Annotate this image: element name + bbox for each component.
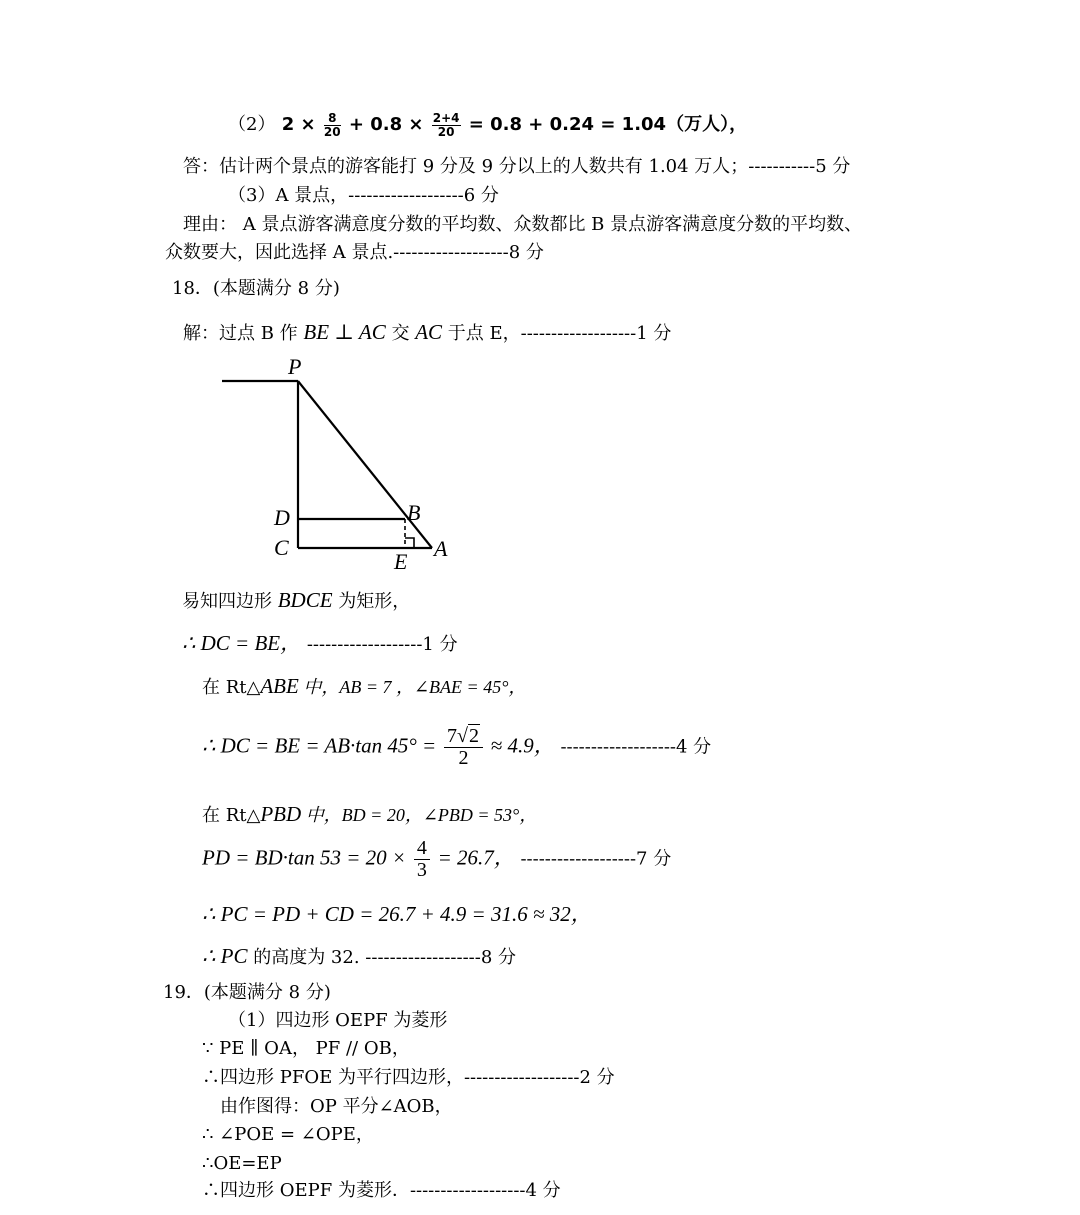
rt2-pre: 在 Rt△ xyxy=(202,805,261,826)
part3-line: （3）A 景点，-------------------6 分 xyxy=(228,185,499,206)
q19-line-6: ∴四边形 OEPF 为菱形．-------------------4 分 xyxy=(202,1180,561,1201)
rect-pre: 易知四边形 xyxy=(182,591,278,612)
calc1-score: -------------------4 分 xyxy=(560,736,712,758)
q19-line-5: ∴OE=EP xyxy=(202,1153,282,1174)
sol-post: 于点 E，-------------------1 分 xyxy=(442,323,672,344)
frac-num: 4 xyxy=(414,838,430,860)
calc2-line xyxy=(202,838,671,881)
sum-line: ∴ PC = PD + CD = 26.7 + 4.9 = 31.6 ≈ 32， xyxy=(202,902,592,926)
q19-header: 19．(本题满分 8 分) xyxy=(163,982,331,1003)
calc1-post: ≈ 4.9， xyxy=(490,733,555,758)
sol-math-2: AC xyxy=(415,320,443,344)
q19-line-4: ∴ ∠POE = ∠OPE， xyxy=(202,1124,374,1145)
rt1-pre: 在 Rt△ xyxy=(202,677,261,698)
right-angle-mark xyxy=(405,538,414,548)
label-P: P xyxy=(288,354,302,379)
part2-line xyxy=(228,112,747,138)
q19-part1: （1）四边形 OEPF 为菱形 xyxy=(228,1010,448,1031)
dc-eq: ∴ DC = BE， xyxy=(182,631,302,655)
fraction-7root2-over-2 xyxy=(444,726,483,769)
rect-post: 为矩形， xyxy=(332,591,411,612)
q18-solution-line xyxy=(183,320,671,345)
rt2-post: 中，BD = 20，∠PBD = 53°， xyxy=(301,805,538,825)
calc1-pre: ∴ DC = BE = AB·tan 45° = xyxy=(202,733,437,758)
q19-line-3: 由作图得：OP 平分∠AOB， xyxy=(220,1096,453,1117)
num-coef: 7 xyxy=(446,725,457,747)
part2-tail: = 0.8 + 0.24 = 1.04（万人）， xyxy=(468,114,748,136)
q18-header: 18．(本题满分 8 分) xyxy=(172,278,340,299)
height-pre: ∴ xyxy=(202,944,221,968)
frac-den: 20 xyxy=(437,124,455,139)
label-A: A xyxy=(434,536,448,561)
height-line xyxy=(202,944,516,969)
dc-line xyxy=(182,631,458,656)
label-E: E xyxy=(394,549,408,574)
frac-num: 2+4 xyxy=(432,111,460,125)
reason-line-2: 众数要大，因此选择 A 景点.-------------------8 分 xyxy=(165,242,544,263)
rt2-line xyxy=(202,802,537,827)
part2-label: （2） xyxy=(228,114,276,136)
rt1-tri: ABE xyxy=(260,674,299,698)
sol-math-1: BE ⊥ AC xyxy=(303,320,386,344)
calc2-score: -------------------7 分 xyxy=(520,848,672,870)
answer-line: 答：估计两个景点的游客能打 9 分及 9 分以上的人数共有 1.04 万人；-----------5 分 xyxy=(183,156,851,177)
label-D: D xyxy=(274,505,290,530)
part2-mid: + 0.8 × xyxy=(348,114,424,136)
frac-num: 8 xyxy=(324,112,341,126)
height-post: 的高度为 32. xyxy=(247,947,360,968)
frac-den: 3 xyxy=(416,859,427,881)
dc-score: -------------------1 分 xyxy=(306,634,458,655)
rt1-post: 中，AB = 7 ，∠BAE = 45°， xyxy=(298,677,527,697)
fraction-6-20 xyxy=(432,112,461,138)
rt1-line xyxy=(202,674,526,699)
reason-line-1: 理由： A 景点游客满意度分数的平均数、众数都比 B 景点游客满意度分数的平均数、 xyxy=(183,214,863,235)
sol-mid: 交 xyxy=(385,323,416,344)
rect-math: BDCE xyxy=(277,588,333,612)
geometry-figure xyxy=(210,350,460,580)
part2-lead: 2 × xyxy=(281,114,316,136)
label-B: B xyxy=(407,500,421,525)
fraction-4-3 xyxy=(414,838,430,881)
frac-den: 2 xyxy=(458,747,469,769)
calc2-post: = 26.7， xyxy=(437,845,515,870)
calc2-pre: PD = BD·tan 53 = 20 × xyxy=(202,845,407,870)
rect-line xyxy=(182,588,410,613)
height-score: -------------------8 分 xyxy=(365,947,517,968)
height-math: PC xyxy=(220,944,248,968)
frac-num: 7√2 xyxy=(444,726,483,748)
fraction-8-20 xyxy=(324,112,341,138)
q19-line-1: ∵ PE ∥ OA， PF // OB， xyxy=(202,1038,410,1059)
q19-line-2: ∴四边形 PFOE 为平行四边形，-------------------2 分 xyxy=(202,1067,615,1088)
label-C: C xyxy=(274,535,289,560)
frac-den: 20 xyxy=(323,124,341,139)
num-radicand: 2 xyxy=(468,725,479,747)
calc1-line xyxy=(202,726,711,769)
rt2-tri: PBD xyxy=(260,802,302,826)
sol-pre: 解：过点 B 作 xyxy=(183,323,304,344)
